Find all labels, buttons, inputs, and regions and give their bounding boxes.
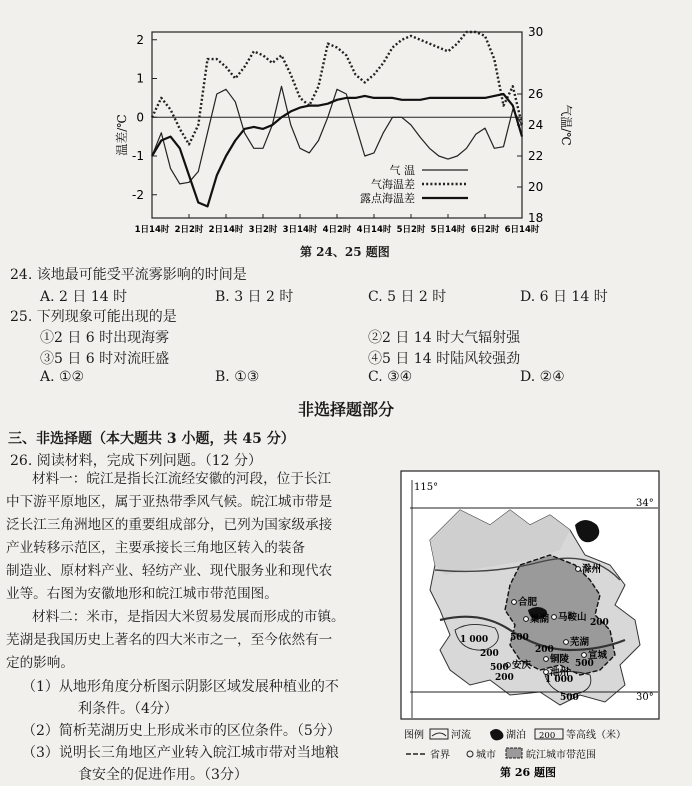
legend-border: 省界 (430, 750, 450, 761)
x-tick-label: 5日14时 (430, 225, 466, 235)
q26-sub3-line1: （3）说明长三角地区产业转入皖江城市带对当地粮 (22, 745, 339, 761)
contour-value: 1 000 (545, 675, 574, 685)
q24-option-c: C. 5 日 2 时 (368, 289, 447, 305)
y-left-tick-label: 2 (136, 32, 144, 47)
q25-item-4: ④5 日 14 时陆风较强劲 (368, 351, 521, 367)
map-legend (404, 728, 626, 761)
series-line-3 (152, 94, 522, 206)
city-label: 宣城 (588, 650, 608, 661)
y-right-axis-label: 气温/℃ (559, 104, 573, 146)
city-label: 芜湖 (570, 637, 590, 648)
city-label: 巢湖 (530, 614, 550, 625)
x-tick-label: 6日14时 (504, 225, 540, 235)
city-marker (564, 640, 569, 645)
contour-value: 500 (490, 663, 509, 673)
city-marker (576, 567, 581, 572)
x-tick-label: 3日2时 (248, 225, 278, 235)
x-tick-label: 3日14时 (282, 225, 318, 235)
city-marker (552, 615, 557, 620)
chart-series (152, 32, 522, 206)
q25-item-1: ①2 日 6 时出现海雾 (40, 330, 170, 346)
city-marker (544, 670, 549, 675)
legend-river: 河流 (451, 730, 471, 741)
chart-caption: 第 24、25 题图 (300, 245, 390, 259)
x-tick-label: 1日14时 (134, 225, 170, 235)
material-2 (6, 606, 396, 675)
q25-option-d: D. ②④ (520, 369, 565, 385)
city-marker (512, 600, 517, 605)
latitude-label-top: 34° (636, 498, 654, 509)
section-title: 非选择题部分 (297, 400, 394, 419)
city-label: 池州 (550, 667, 570, 678)
section3-heading: 三、非选择题（本大题共 3 小题，共 45 分） (8, 431, 295, 447)
x-tick-label: 5日2时 (396, 225, 426, 235)
chart-axes (114, 25, 574, 235)
q25-stem: 25. 下列现象可能出现的是 (10, 309, 177, 325)
material-1 (6, 468, 396, 606)
legend-label: 露点海温差 (360, 192, 415, 205)
q24-stem: 24. 该地最可能受平流雾影响的时间是 (10, 267, 247, 283)
city-marker (544, 657, 549, 662)
q26-sub1-line1: （1）从地形角度分析图示阴影区域发展种植业的不 (22, 679, 339, 695)
legend-contour-value: 200 (539, 731, 556, 741)
chart-legend (360, 163, 468, 205)
y-right-tick-label: 30 (528, 25, 544, 39)
city-label: 滁州 (582, 564, 602, 575)
q25-item-2: ②2 日 14 时大气辐射强 (368, 330, 521, 346)
material-1-line: 制造业、原材料产业、轻纺产业、现代服务业和现代农 (6, 563, 333, 579)
q26-sub1-line2: 利条件。（4分） (78, 701, 178, 717)
y-right-tick-label: 20 (528, 180, 544, 194)
legend-zone: 皖江城市带范围 (526, 750, 596, 761)
contour-value: 500 (510, 633, 529, 643)
y-right-tick-label: 24 (528, 118, 544, 132)
legend-title: 图例 (404, 730, 424, 741)
city-legend-icon (467, 751, 473, 757)
legend-label: 气 温 (389, 164, 415, 177)
city-label: 铜陵 (550, 654, 570, 665)
y-right-tick-label: 26 (528, 87, 544, 101)
x-tick-label: 2日2时 (174, 225, 204, 235)
contour-value: 200 (480, 649, 499, 659)
material-1-line: 泛长江三角洲地区的重要组成部分，已列为国家级承接 (6, 517, 333, 533)
city-label: 合肥 (518, 597, 538, 608)
river-legend-icon (430, 729, 448, 739)
q26-stem: 26. 阅读材料，完成下列问题。（12 分） (10, 453, 262, 469)
contour-value: 500 (560, 693, 579, 703)
q24-option-d: D. 6 日 14 时 (520, 289, 608, 305)
y-left-tick-label: 0 (136, 110, 144, 125)
material-1-line: 产业转移示范区，主要承接长三角地区转入的装备 (6, 540, 306, 556)
contour-value: 500 (575, 659, 594, 669)
series-line-2 (152, 32, 522, 144)
city-label: 马鞍山 (558, 612, 587, 623)
material-2-line: 定的影响。 (6, 655, 74, 671)
x-tick-label: 4日14时 (356, 225, 392, 235)
y-left-tick-label: 1 (136, 71, 144, 86)
legend-label: 气海温差 (371, 178, 415, 191)
anhui-map (400, 470, 662, 780)
q24-option-b: B. 3 日 2 时 (215, 289, 294, 305)
city-label: 安庆 (512, 660, 532, 671)
material-1-line: 材料一：皖江是指长江流经安徽的河段，位于长江 (32, 471, 332, 487)
contour-value: 200 (535, 645, 554, 655)
x-tick-label: 4日2时 (322, 225, 352, 235)
y-left-tick-label: -1 (132, 149, 144, 163)
q25-option-b: B. ①③ (215, 369, 260, 385)
q25-item-3: ③5 日 6 时对流旺盛 (40, 351, 170, 367)
legend-lake: 湖泊 (506, 730, 526, 741)
x-tick-label: 2日14时 (208, 225, 244, 235)
zone-legend-icon (506, 748, 522, 758)
contour-value: 200 (590, 618, 609, 628)
q25-option-a: A. ①② (40, 369, 85, 385)
y-left-axis-label: 温差/℃ (115, 114, 129, 156)
q26-sub3-line2: 食安全的促进作用。（3分） (78, 767, 248, 783)
material-2-line: 芜湖是我国历史上著名的四大米市之一，至今依然有一 (6, 632, 333, 648)
latitude-label-bottom: 30° (636, 692, 654, 703)
q25-option-c: C. ③④ (368, 369, 413, 385)
legend-city: 城市 (476, 750, 496, 761)
material-1-line: 中下游平原地区，属于亚热带季风气候。皖江城市带是 (6, 494, 333, 510)
line-chart (0, 0, 692, 265)
contour-value: 1 000 (460, 635, 489, 645)
map-caption: 第 26 题图 (500, 766, 556, 779)
y-right-tick-label: 18 (528, 211, 544, 225)
longitude-label: 115° (414, 482, 439, 493)
city-marker (524, 617, 529, 622)
material-1-line: 业等。右图为安徽地形和皖江城市带范围图。 (6, 586, 278, 602)
q24-option-a: A. 2 日 14 时 (40, 289, 128, 305)
material-2-line: 材料二：米市，是指因大米贸易发展而形成的市镇。 (32, 609, 345, 625)
x-tick-label: 6日2时 (470, 225, 500, 235)
city-marker (582, 653, 587, 658)
y-right-tick-label: 22 (528, 149, 544, 163)
river-legend-symbol (432, 733, 446, 736)
contour-value: 200 (495, 673, 514, 683)
lake-legend-icon (490, 729, 503, 740)
q26-sub2: （2）简析芜湖历史上形成米市的区位条件。（5分） (22, 723, 341, 739)
legend-contour: 等高线（米） (566, 730, 626, 741)
y-left-tick-label: -2 (132, 187, 144, 202)
